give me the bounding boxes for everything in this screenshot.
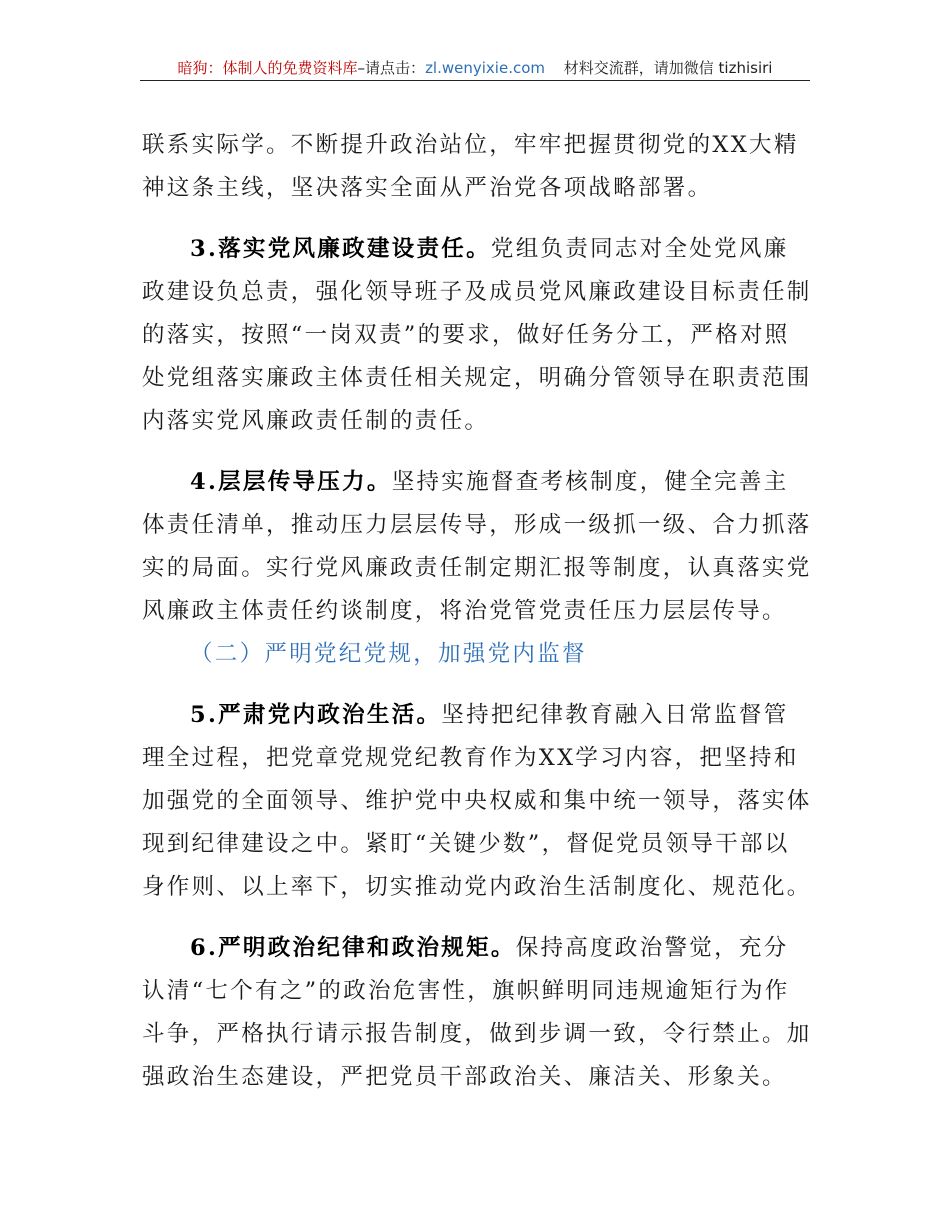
paragraph-item-6 (142, 927, 812, 1099)
header-click-prompt: –请点击： (357, 59, 426, 77)
paragraph-continuation (142, 124, 812, 210)
paragraph-title: 3.落实党风廉政建设责任。 (190, 236, 491, 262)
section-subheading: （二）严明党纪党规，加强党内监督 (190, 641, 587, 667)
paragraph-text: 坚持把纪律教育融入日常监督管理全过程，把党章党规党纪教育作为XX学习内容，把坚持和加强党的全面领导、维护党中央权威和集中统一领导，落实体现到纪律建设之中。紧盯“关键少数”，督促党员领导干部以身作则、以上率下，切实推动党内政治生活制度化、规范化。 (142, 702, 812, 900)
paragraph-item-5 (142, 694, 812, 909)
paragraph-text: 联系实际学。不断提升政治站位，牢牢把握贯彻党的XX大精神这条主线，坚决落实全面从严治党各项战略部署。 (142, 132, 799, 201)
paragraph-item-3 (142, 228, 812, 443)
paragraph-title: 6.严明政治纪律和政治规矩。 (190, 935, 516, 961)
paragraph-text: 保持高度政治警觉，充分认清“七个有之”的政治危害性，旗帜鲜明同违规逾矩行为作斗争，严格执行请示报告制度，做到步调一致，令行禁止。加强政治生态建设，严把党员干部政治关、廉洁关、形象关。 (142, 935, 812, 1090)
header-group-note: 材料交流群，请加微信 tizhisiri (563, 59, 773, 77)
header-site-name: 暗狗：体制人的免费资料库 (177, 59, 358, 77)
paragraph-title: 4.层层传导压力。 (190, 469, 392, 495)
page-header (140, 56, 810, 81)
paragraph-item-4 (142, 461, 812, 633)
document-body (142, 124, 812, 1099)
header-url-link[interactable]: zl.wenyixie.com (425, 59, 545, 77)
paragraph-text: 坚持实施督查考核制度，健全完善主体责任清单，推动压力层层传导，形成一级抓一级、合力抓落实的局面。实行党风廉政责任制定期汇报等制度，认真落实党风廉政主体责任约谈制度，将治党管党责任压力层层传导。 (142, 469, 812, 624)
paragraph-title: 5.严肃党内政治生活。 (190, 702, 442, 728)
paragraph-text: 党组负责同志对全处党风廉政建设负总责，强化领导班子及成员党风廉政建设目标责任制的落实，按照“一岗双责”的要求，做好任务分工，严格对照处党组落实廉政主体责任相关规定，明确分管领导在职责范围内落实党风廉政责任制的责任。 (142, 236, 812, 434)
